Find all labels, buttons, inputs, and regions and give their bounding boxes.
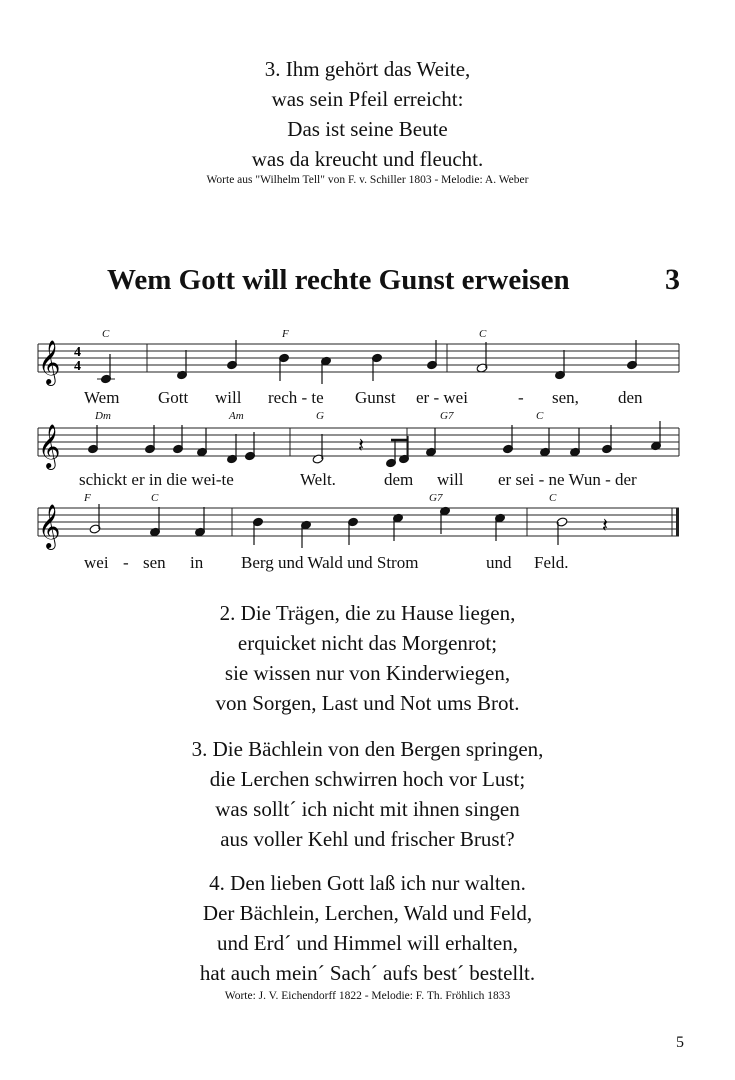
lyric-syllable: Feld.	[534, 553, 569, 572]
verse-line: erquicket nicht das Morgenrot;	[237, 631, 498, 655]
chord-symbol: F	[282, 328, 289, 340]
chord-symbol: Am	[229, 410, 244, 422]
lyric-syllable: schickt er in die wei-te	[79, 470, 234, 489]
verse-2	[0, 598, 735, 718]
chord-symbol: G7	[429, 492, 443, 504]
previous-song-credit: Worte aus "Wilhelm Tell" von F. v. Schiller 1803 - Melodie: A. Weber	[206, 174, 529, 186]
verse-line: was sollt´ ich nicht mit ihnen singen	[215, 797, 520, 821]
chord-symbol: C	[479, 328, 487, 340]
quarter-rest-icon: 𝄽	[602, 513, 609, 537]
lyric-syllable: in	[190, 553, 204, 572]
song-title: Wem Gott will rechte Gunst erweisen	[107, 264, 570, 296]
lyric-syllable: sen,	[552, 388, 579, 407]
lyric-syllable: will	[437, 470, 464, 489]
treble-clef-icon: 𝄞	[38, 504, 61, 548]
verse-line: was sein Pfeil erreicht:	[271, 87, 464, 111]
lyric-syllable: wei	[84, 553, 109, 572]
lyric-syllable: er sei - ne Wun - der	[498, 470, 637, 489]
lyric-syllable: Gott	[158, 388, 189, 407]
previous-song-verse	[0, 54, 735, 174]
lyric-syllable: -	[123, 553, 129, 572]
verse-line: von Sorgen, Last und Not ums Brot.	[215, 691, 520, 715]
verse-4	[0, 868, 735, 988]
chord-symbol: C	[151, 492, 159, 504]
song-credit: Worte: J. V. Eichendorff 1822 - Melodie: F. Th. Fröhlich 1833	[224, 990, 511, 1002]
page-number: 5	[676, 1034, 684, 1051]
lyric-syllable: und	[486, 553, 512, 572]
music-staff	[0, 492, 735, 562]
verse-line: aus voller Kehl und frischer Brust?	[220, 827, 515, 851]
chord-symbol: C	[102, 328, 110, 340]
lyric-syllable: den	[618, 388, 643, 407]
chord-symbol: C	[549, 492, 557, 504]
lyric-syllable: er - wei	[416, 388, 468, 407]
verse-line: was da kreucht und fleucht.	[251, 147, 484, 171]
verse-line: die Lerchen schwirren hoch vor Lust;	[209, 767, 526, 791]
verse-line: und Erd´ und Himmel will erhalten,	[217, 931, 518, 955]
verse-line: sie wissen nur von Kinderwiegen,	[224, 661, 511, 685]
lyric-syllable: dem	[384, 470, 414, 489]
chord-symbol: G	[316, 410, 324, 422]
time-signature: 4	[74, 345, 81, 360]
chord-symbol: Dm	[95, 410, 111, 422]
song-number: 3	[665, 263, 680, 296]
lyric-syllable: -	[518, 388, 524, 407]
verse-line: 2. Die Trägen, die zu Hause liegen,	[219, 601, 516, 625]
time-signature: 4	[74, 359, 81, 374]
lyric-syllable: rech - te	[268, 388, 324, 407]
verse-3	[0, 734, 735, 854]
lyric-syllable: Wem	[84, 388, 120, 407]
verse-line: 3. Ihm gehört das Weite,	[264, 57, 471, 81]
chord-symbol: C	[536, 410, 544, 422]
lyric-syllable: Welt.	[300, 470, 336, 489]
quarter-rest-icon: 𝄽	[358, 433, 365, 457]
verse-line: 4. Den lieben Gott laß ich nur walten.	[209, 871, 526, 895]
chord-symbol: G7	[440, 410, 454, 422]
chord-symbol: F	[84, 492, 91, 504]
lyric-syllable: Berg und Wald und Strom	[241, 553, 419, 572]
verse-line: Das ist seine Beute	[287, 117, 448, 141]
treble-clef-icon: 𝄞	[38, 340, 61, 384]
lyric-syllable: Gunst	[355, 388, 396, 407]
lyric-syllable: sen	[143, 553, 166, 572]
final-barline	[676, 508, 679, 536]
verse-line: hat auch mein´ Sach´ aufs best´ bestellt.	[199, 961, 536, 985]
treble-clef-icon: 𝄞	[38, 424, 61, 468]
verse-line: Der Bächlein, Lerchen, Wald und Feld,	[202, 901, 533, 925]
verse-line: 3. Die Bächlein von den Bergen springen,	[191, 737, 544, 761]
lyric-syllable: will	[215, 388, 242, 407]
